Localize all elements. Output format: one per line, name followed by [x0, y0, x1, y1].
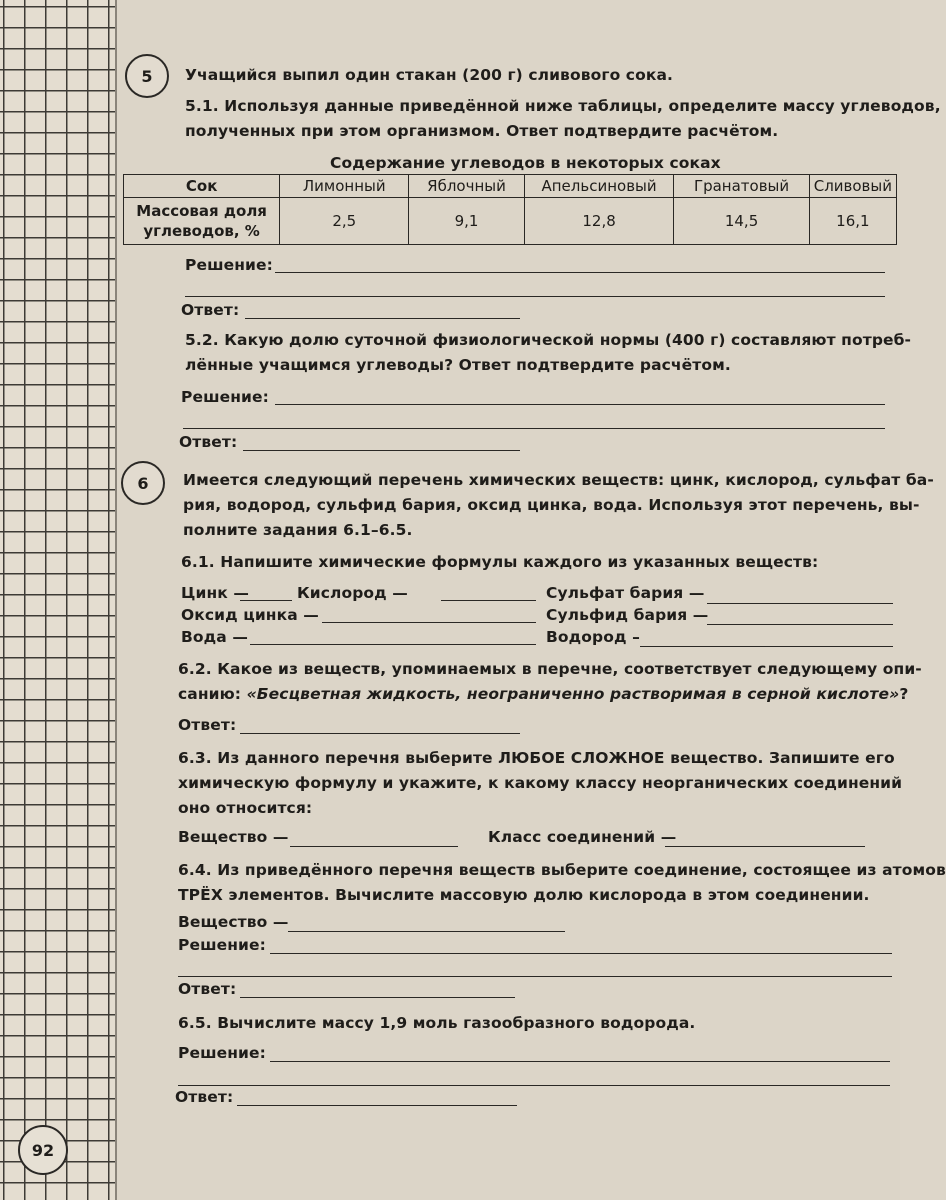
graph-paper-margin — [0, 0, 117, 1200]
question-6-3-line1: 6.3. Из данного перечня выберите ЛЮБОЕ СЛОЖНОЕ вещество. Запишите его — [178, 749, 895, 767]
table-cell: 9,1 — [409, 198, 525, 245]
row-label-line2: углеводов, % — [143, 222, 260, 240]
table-row-label — [124, 198, 280, 245]
table-cell: 16,1 — [809, 198, 896, 245]
question-6-2-line1: 6.2. Какое из веществ, упоминаемых в перечне, соответствует следующему опи- — [178, 660, 922, 678]
formula-line-oxygen[interactable] — [441, 600, 536, 601]
formula-label-hydrogen: Водород – — [546, 628, 640, 646]
solution-line[interactable] — [185, 296, 885, 297]
answer-line[interactable] — [237, 1105, 517, 1106]
answer-line[interactable] — [240, 733, 520, 734]
table-cell: 2,5 — [280, 198, 409, 245]
question-5-1-line2: полученных при этом организмом. Ответ подтвердите расчётом. — [185, 122, 779, 140]
table-column-header: Гранатовый — [674, 175, 809, 198]
substance-line[interactable] — [288, 931, 565, 932]
formula-label-water: Вода — — [181, 628, 248, 646]
question-5-2-line1: 5.2. Какую долю суточной физиологической нормы (400 г) составляют потреб- — [185, 331, 912, 349]
answer-line[interactable] — [245, 318, 520, 319]
task-6-number: 6 — [121, 461, 165, 505]
formula-label-oxygen: Кислород — — [297, 584, 408, 602]
substance-line[interactable] — [290, 846, 458, 847]
answer-line[interactable] — [243, 450, 520, 451]
task-6-intro-line2: рия, водород, сульфид бария, оксид цинка, вода. Используя этот перечень, вы- — [183, 496, 920, 514]
question-6-2-suffix: ? — [899, 685, 909, 703]
solution-line[interactable] — [183, 428, 885, 429]
class-label-6-3: Класс соединений — — [488, 828, 677, 846]
row-label-line1: Массовая доля — [136, 202, 267, 220]
question-6-3-line2: химическую формулу и укажите, к какому классу неорганических соединений — [178, 774, 903, 792]
solution-label-5-2: Решение: — [181, 388, 269, 406]
task-5-intro: Учащийся выпил один стакан (200 г) сливового сока. — [185, 66, 674, 84]
formula-label-barium-sulfide: Сульфид бария — — [546, 606, 709, 624]
solution-line[interactable] — [275, 404, 885, 405]
table-cell: 14,5 — [674, 198, 809, 245]
table-header-label: Сок — [124, 175, 280, 198]
substance-label-6-3: Вещество — — [178, 828, 289, 846]
question-5-2-line2: лённые учащимся углеводы? Ответ подтвердите расчётом. — [185, 356, 731, 374]
answer-line[interactable] — [240, 997, 515, 998]
table-column-header: Апельсиновый — [524, 175, 674, 198]
answer-label-5-2: Ответ: — [179, 433, 238, 451]
answer-label-6-4: Ответ: — [178, 980, 237, 998]
formula-line-barium-sulfate[interactable] — [707, 603, 893, 604]
answer-label-5-1: Ответ: — [181, 301, 240, 319]
class-line[interactable] — [665, 846, 865, 847]
solution-line[interactable] — [178, 976, 892, 977]
question-5-1-line1: 5.1. Используя данные приведённой ниже таблицы, определите массу углеводов, — [185, 97, 941, 115]
question-6-1: 6.1. Напишите химические формулы каждого из указанных веществ: — [181, 553, 819, 571]
solution-line[interactable] — [270, 1061, 890, 1062]
question-6-4-line1: 6.4. Из приведённого перечня веществ выберите соединение, состоящее из атомов — [178, 861, 946, 879]
formula-line-zinc[interactable] — [240, 600, 292, 601]
table-column-header: Лимонный — [280, 175, 409, 198]
juice-carbohydrate-table — [123, 174, 897, 245]
solution-label-6-4: Решение: — [178, 936, 266, 954]
formula-line-hydrogen[interactable] — [640, 646, 893, 647]
table-column-header: Яблочный — [409, 175, 525, 198]
question-6-2-prefix: санию: — [178, 685, 247, 703]
formula-line-barium-sulfide[interactable] — [707, 624, 893, 625]
task-6-intro-line1: Имеется следующий перечень химических веществ: цинк, кислород, сульфат ба- — [183, 471, 934, 489]
table-column-header: Сливовый — [809, 175, 896, 198]
solution-line[interactable] — [270, 953, 892, 954]
formula-label-zinc: Цинк — — [181, 584, 249, 602]
question-6-5: 6.5. Вычислите массу 1,9 моль газообразного водорода. — [178, 1014, 696, 1032]
formula-line-water[interactable] — [250, 644, 536, 645]
answer-label-6-5: Ответ: — [175, 1088, 234, 1106]
solution-line[interactable] — [178, 1085, 890, 1086]
task-5-number: 5 — [125, 54, 169, 98]
page-number: 92 — [18, 1125, 68, 1175]
task-6-intro-line3: полните задания 6.1–6.5. — [183, 521, 413, 539]
formula-line-zinc-oxide[interactable] — [322, 622, 536, 623]
question-6-4-line2: ТРЁХ элементов. Вычислите массовую долю кислорода в этом соединении. — [178, 886, 870, 904]
solution-label-5-1: Решение: — [185, 256, 273, 274]
question-6-3-line3: оно относится: — [178, 799, 313, 817]
question-6-2-quote: «Бесцветная жидкость, неограниченно растворимая в серной кислоте» — [246, 685, 900, 703]
question-6-2-line2 — [178, 685, 908, 703]
solution-label-6-5: Решение: — [178, 1044, 266, 1062]
table-cell: 12,8 — [524, 198, 674, 245]
formula-label-barium-sulfate: Сульфат бария — — [546, 584, 705, 602]
solution-line[interactable] — [275, 272, 885, 273]
answer-label-6-2: Ответ: — [178, 716, 237, 734]
formula-label-zinc-oxide: Оксид цинка — — [181, 606, 319, 624]
table-caption: Содержание углеводов в некоторых соках — [330, 154, 721, 172]
substance-label-6-4: Вещество — — [178, 913, 289, 931]
